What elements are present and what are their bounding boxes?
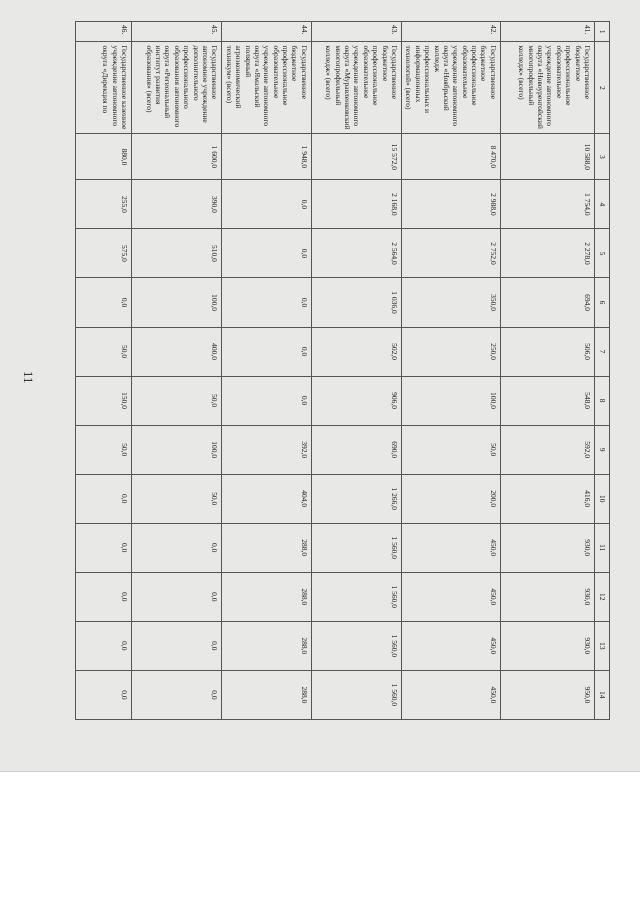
table-cell: 450,0 bbox=[401, 621, 500, 670]
table-cell: 288,0 bbox=[222, 572, 312, 621]
table-cell: 50,0 bbox=[401, 425, 500, 474]
table-cell: 0,0 bbox=[132, 621, 222, 670]
table-body bbox=[76, 22, 595, 720]
table-cell: 1 560,0 bbox=[311, 523, 401, 572]
table-cell: 288,0 bbox=[222, 621, 312, 670]
table-cell: 44. bbox=[222, 22, 312, 42]
table-cell: 150,0 bbox=[76, 376, 132, 425]
header-cell: 5 bbox=[594, 229, 609, 278]
table-cell: 200,0 bbox=[401, 474, 500, 523]
table-cell: 50,0 bbox=[76, 425, 132, 474]
table-cell: 592,0 bbox=[500, 425, 594, 474]
table-cell: 50,0 bbox=[76, 327, 132, 376]
header-cell: 7 bbox=[594, 327, 609, 376]
header-cell: 6 bbox=[594, 278, 609, 327]
table-cell: 15 572,0 bbox=[311, 134, 401, 180]
table-cell: 880,0 bbox=[76, 134, 132, 180]
table-cell: 288,0 bbox=[222, 670, 312, 719]
table-cell: 400,0 bbox=[132, 327, 222, 376]
table-cell: 46. bbox=[76, 22, 132, 42]
table-cell: 0,0 bbox=[76, 278, 132, 327]
table-cell: 50,0 bbox=[132, 474, 222, 523]
table-cell: 930,0 bbox=[500, 572, 594, 621]
table-cell: 930,0 bbox=[500, 523, 594, 572]
header-cell: 12 bbox=[594, 572, 609, 621]
table-cell: 0,0 bbox=[132, 670, 222, 719]
table-cell: 450,0 bbox=[401, 523, 500, 572]
table-cell: 2 168,0 bbox=[311, 180, 401, 229]
table-cell: 416,0 bbox=[500, 474, 594, 523]
table-cell: 350,0 bbox=[401, 278, 500, 327]
header-cell: 4 bbox=[594, 180, 609, 229]
table-cell: 404,0 bbox=[222, 474, 312, 523]
table-cell: 10 588,0 bbox=[500, 134, 594, 180]
table-cell: 392,0 bbox=[222, 425, 312, 474]
table-cell: 0,0 bbox=[76, 621, 132, 670]
header-cell: 9 bbox=[594, 425, 609, 474]
table-cell: Государственное бюджетное профессиональное образовательное учреждение автономного округа «Ямальский полярный агроэкономический техникум» (всего) bbox=[222, 42, 312, 134]
table-cell: 1 266,0 bbox=[311, 474, 401, 523]
table-row bbox=[132, 22, 222, 720]
table-row bbox=[76, 22, 132, 720]
header-cell: 1 bbox=[594, 22, 609, 42]
table-row bbox=[311, 22, 401, 720]
table-cell: 0,0 bbox=[222, 376, 312, 425]
table-cell: Государственное бюджетное профессиональное образовательное учреждение автономного округа «Новоуренгойский многопрофильный колледж» (всего) bbox=[500, 42, 594, 134]
table-cell: 250,0 bbox=[401, 327, 500, 376]
table-cell: 690,0 bbox=[311, 425, 401, 474]
rotated-table-container bbox=[75, 21, 610, 720]
page-number: 11 bbox=[21, 371, 36, 384]
table-cell: 2 988,0 bbox=[401, 180, 500, 229]
table-cell: Государственное казенное учреждение автономного округа «Дирекция по bbox=[76, 42, 132, 134]
table-cell: 510,0 bbox=[132, 229, 222, 278]
table-cell: 2 752,0 bbox=[401, 229, 500, 278]
table-cell: 1 560,0 bbox=[311, 572, 401, 621]
header-row bbox=[594, 22, 609, 720]
table-cell: Государственное бюджетное профессиональное образовательное учреждение автономного округа «Ноябрьский колледж профессиональных и информационных технологий» (всего) bbox=[401, 42, 500, 134]
table-cell: 1 036,0 bbox=[311, 278, 401, 327]
table-cell: 100,0 bbox=[401, 376, 500, 425]
table-cell: 1 600,0 bbox=[132, 134, 222, 180]
table-cell: 506,0 bbox=[500, 327, 594, 376]
table-cell: 575,0 bbox=[76, 229, 132, 278]
budget-table bbox=[75, 21, 610, 720]
table-cell: 0,0 bbox=[76, 474, 132, 523]
table-cell: 1 560,0 bbox=[311, 670, 401, 719]
table-cell: 100,0 bbox=[132, 425, 222, 474]
table-cell: 1 560,0 bbox=[311, 621, 401, 670]
header-cell: 8 bbox=[594, 376, 609, 425]
table-cell: 450,0 bbox=[401, 670, 500, 719]
table-cell: 255,0 bbox=[76, 180, 132, 229]
header-cell: 2 bbox=[594, 42, 609, 134]
header-cell: 3 bbox=[594, 134, 609, 180]
table-cell: 2 278,0 bbox=[500, 229, 594, 278]
table-cell: 0,0 bbox=[222, 229, 312, 278]
table-cell: 0,0 bbox=[76, 523, 132, 572]
table-cell: 100,0 bbox=[132, 278, 222, 327]
table-cell: 43. bbox=[311, 22, 401, 42]
table-cell: 45. bbox=[132, 22, 222, 42]
table-cell: 0,0 bbox=[222, 278, 312, 327]
table-cell: 8 470,0 bbox=[401, 134, 500, 180]
table-cell: 502,0 bbox=[311, 327, 401, 376]
table-cell: 288,0 bbox=[222, 523, 312, 572]
header-cell: 14 bbox=[594, 670, 609, 719]
table-cell: 950,0 bbox=[500, 670, 594, 719]
table-cell: Государственное бюджетное профессиональное образовательное учреждение автономного округа «Муравленковский многопрофильный колледж» (всего) bbox=[311, 42, 401, 134]
table-row bbox=[500, 22, 594, 720]
table-cell: 906,0 bbox=[311, 376, 401, 425]
table-cell: 42. bbox=[401, 22, 500, 42]
table-cell: 0,0 bbox=[222, 180, 312, 229]
table-cell: 390,0 bbox=[132, 180, 222, 229]
table-row bbox=[222, 22, 312, 720]
table-cell: 930,0 bbox=[500, 621, 594, 670]
table-cell: 0,0 bbox=[222, 327, 312, 376]
table-cell: 548,0 bbox=[500, 376, 594, 425]
table-cell: 50,0 bbox=[132, 376, 222, 425]
table-cell: 1 754,0 bbox=[500, 180, 594, 229]
table-cell: 1 948,0 bbox=[222, 134, 312, 180]
table-cell: Государственное автономное учреждение дополнительного профессионального образования автономного округа «Региональный институт развития образования» (всего) bbox=[132, 42, 222, 134]
table-cell: 450,0 bbox=[401, 572, 500, 621]
header-cell: 11 bbox=[594, 523, 609, 572]
table-cell: 0,0 bbox=[132, 572, 222, 621]
table-cell: 0,0 bbox=[132, 523, 222, 572]
header-cell: 10 bbox=[594, 474, 609, 523]
table-cell: 41. bbox=[500, 22, 594, 42]
header-cell: 13 bbox=[594, 621, 609, 670]
table-cell: 2 564,0 bbox=[311, 229, 401, 278]
table-cell: 0,0 bbox=[76, 572, 132, 621]
table-cell: 0,0 bbox=[76, 670, 132, 719]
table-cell: 694,0 bbox=[500, 278, 594, 327]
table-row bbox=[401, 22, 500, 720]
